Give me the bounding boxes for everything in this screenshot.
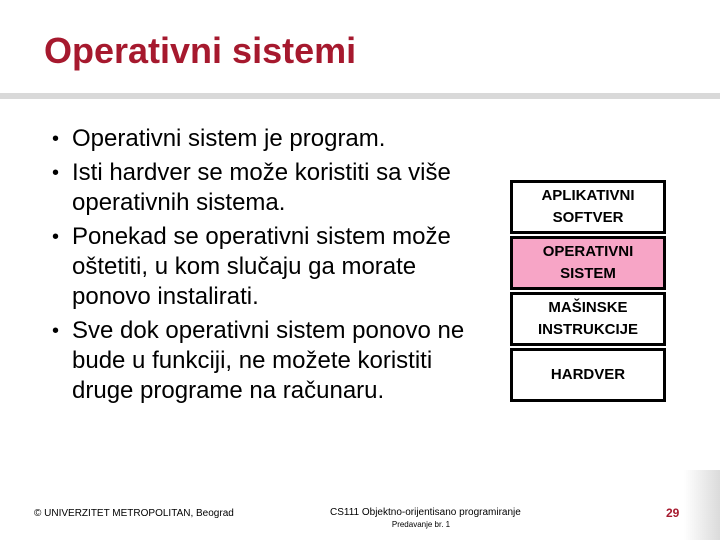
layer-label: APLIKATIVNI SOFTVER — [541, 187, 635, 226]
bullet-item: • Ponekad se operativni sistem može oštetiti, u kom slučaju ga morate ponovo instalirati. — [52, 222, 492, 312]
layer-application-software — [510, 180, 666, 234]
footer-university: © UNIVERZITET METROPOLITAN, Beograd — [34, 508, 234, 519]
footer-course-title: CS111 Objektno-orijentisano programiranje — [330, 507, 521, 518]
layer-hardware — [510, 348, 666, 402]
layer-operating-system — [510, 236, 666, 290]
slide-title: Operativni sistemi — [44, 30, 357, 71]
footer-course — [330, 507, 542, 529]
bullet-item: • Operativni sistem je program. — [52, 124, 492, 154]
bullet-item: • Isti hardver se može koristiti sa više operativnih sistema. — [52, 158, 492, 218]
layer-label: OPERATIVNI SISTEM — [542, 243, 634, 282]
footer-lecture: Predavanje br. 1 — [391, 520, 451, 529]
layer-label: MAŠINSKE INSTRUKCIJE — [537, 299, 638, 338]
layer-machine-instructions — [510, 292, 666, 346]
bullet-list — [52, 124, 492, 410]
layer-label: HARDVER — [550, 366, 626, 383]
corner-shade — [684, 470, 720, 540]
page-number: 29 — [666, 506, 680, 520]
layer-stack-diagram — [510, 180, 666, 404]
bullet-item: • Sve dok operativni sistem ponovo ne bude u funkciji, ne možete koristiti druge programe na računaru. — [52, 316, 492, 406]
title-divider — [0, 93, 720, 99]
